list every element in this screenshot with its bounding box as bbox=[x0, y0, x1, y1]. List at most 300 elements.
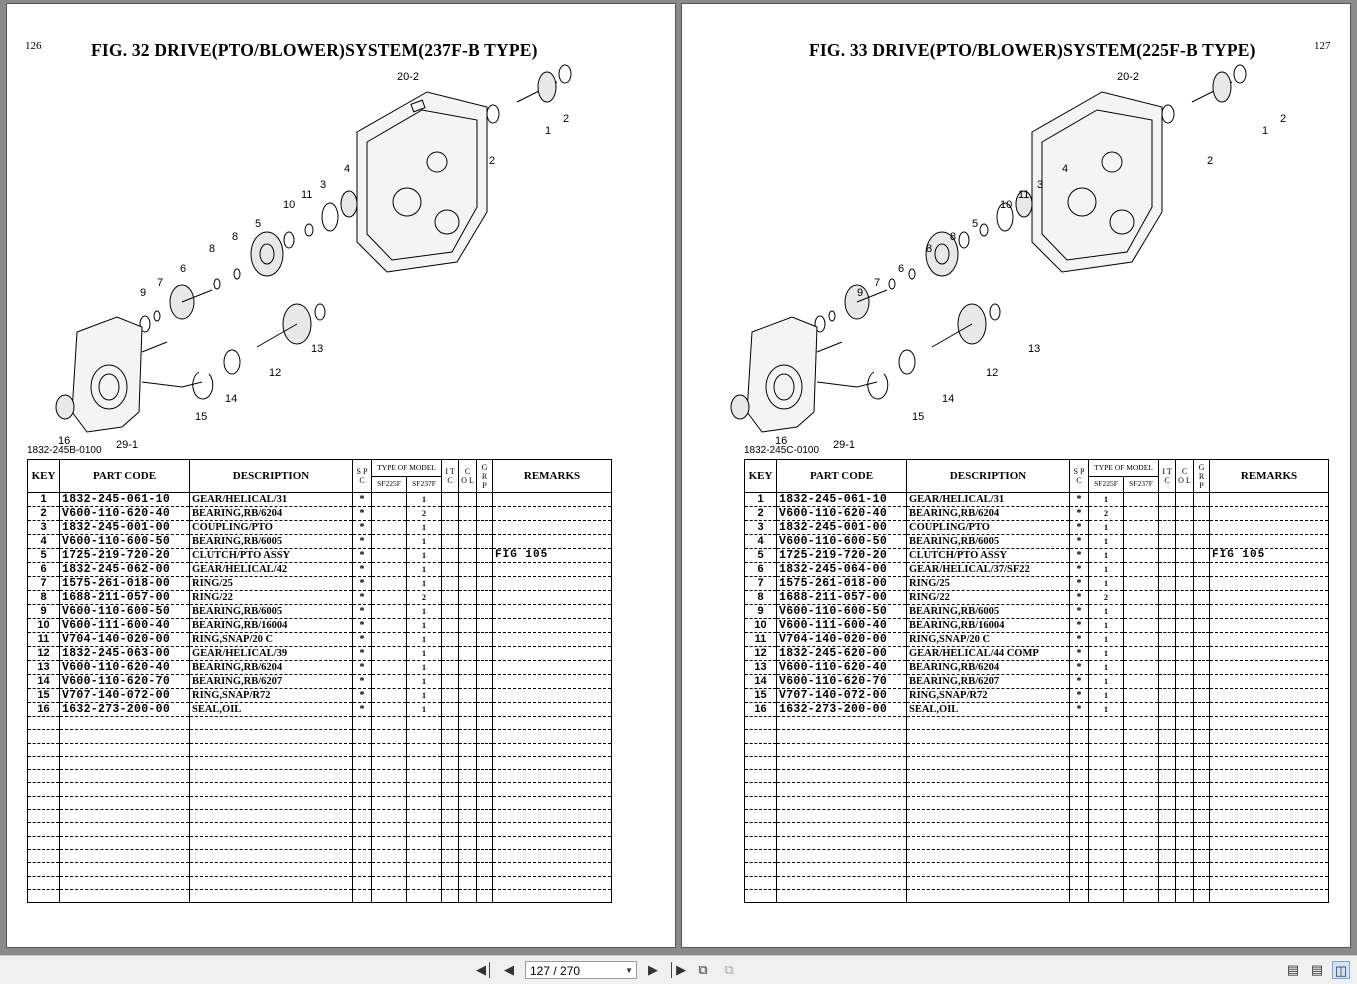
table-row bbox=[745, 675, 1329, 689]
cell-empty bbox=[1176, 889, 1194, 902]
cell-empty bbox=[477, 661, 493, 675]
cell-desc bbox=[190, 717, 353, 730]
cell-key bbox=[28, 876, 60, 889]
cell-sf237f: 1 bbox=[407, 493, 442, 507]
cell-empty bbox=[442, 810, 459, 823]
cell-empty bbox=[459, 675, 477, 689]
cell-spc: * bbox=[353, 619, 372, 633]
first-page-button[interactable]: ◀│ bbox=[476, 962, 495, 977]
cell-empty bbox=[442, 730, 459, 743]
table-row bbox=[745, 823, 1329, 836]
cell-empty bbox=[1194, 743, 1210, 756]
cell-spc: * bbox=[353, 535, 372, 549]
table-row bbox=[745, 633, 1329, 647]
cell-code bbox=[777, 849, 907, 862]
table-row bbox=[28, 507, 612, 521]
cell-empty bbox=[477, 535, 493, 549]
cell-spc: * bbox=[1070, 521, 1089, 535]
cell-code bbox=[777, 810, 907, 823]
cell-remarks bbox=[493, 703, 612, 717]
cell-spc: * bbox=[1070, 507, 1089, 521]
cell-desc: GEAR/HELICAL/31 bbox=[907, 493, 1070, 507]
cell-empty bbox=[477, 823, 493, 836]
callout-16: 16 bbox=[58, 435, 71, 447]
cell-sf237f bbox=[1124, 703, 1159, 717]
cell-code: 1725-219-720-20 bbox=[60, 549, 190, 563]
header-key: KEY bbox=[745, 460, 777, 493]
cell-empty bbox=[1176, 849, 1194, 862]
cell-spc: * bbox=[1070, 563, 1089, 577]
cell-empty bbox=[1176, 563, 1194, 577]
continuous-view-icon[interactable]: ▤ bbox=[1310, 962, 1324, 977]
cell-key: 10 bbox=[28, 619, 60, 633]
cell-desc: GEAR/HELICAL/44 COMP bbox=[907, 647, 1070, 661]
table-row bbox=[28, 730, 612, 743]
cell-remarks bbox=[1210, 493, 1329, 507]
cell-desc bbox=[907, 756, 1070, 769]
cell-code: 1688-211-057-00 bbox=[777, 591, 907, 605]
previous-page-button[interactable]: ◀ bbox=[504, 962, 514, 977]
cell-empty bbox=[1159, 619, 1176, 633]
cell-spc bbox=[1070, 863, 1089, 876]
cell-code bbox=[777, 743, 907, 756]
cell-key: 11 bbox=[745, 633, 777, 647]
cell-empty bbox=[1176, 507, 1194, 521]
cell-desc: GEAR/HELICAL/39 bbox=[190, 647, 353, 661]
cell-sf225f bbox=[1089, 823, 1124, 836]
cell-spc: * bbox=[353, 493, 372, 507]
cell-spc: * bbox=[353, 689, 372, 703]
cell-spc: * bbox=[1070, 675, 1089, 689]
cell-remarks bbox=[493, 743, 612, 756]
cell-sf237f bbox=[407, 770, 442, 783]
cell-empty bbox=[459, 730, 477, 743]
last-page-button[interactable]: │▶ bbox=[668, 962, 687, 977]
cell-key bbox=[28, 783, 60, 796]
viewer-toolbar bbox=[0, 955, 1357, 984]
cell-empty bbox=[459, 823, 477, 836]
cell-empty bbox=[1176, 689, 1194, 703]
cell-remarks bbox=[1210, 703, 1329, 717]
cell-empty bbox=[477, 756, 493, 769]
table-row bbox=[745, 507, 1329, 521]
chevron-down-icon[interactable]: ▼ bbox=[625, 966, 633, 975]
table-row bbox=[745, 577, 1329, 591]
cell-empty bbox=[1159, 836, 1176, 849]
cell-code: V600-111-600-40 bbox=[777, 619, 907, 633]
cell-empty bbox=[459, 605, 477, 619]
cell-sf237f bbox=[407, 730, 442, 743]
cell-empty bbox=[1176, 876, 1194, 889]
drawing-code: 1832-245B-0100 bbox=[27, 445, 102, 456]
parts-table-body bbox=[28, 493, 612, 903]
cell-code: 1832-245-064-00 bbox=[777, 563, 907, 577]
cell-spc: * bbox=[353, 591, 372, 605]
cell-desc: CLUTCH/PTO ASSY bbox=[190, 549, 353, 563]
callout-2: 2 bbox=[563, 113, 570, 125]
cell-empty bbox=[459, 810, 477, 823]
cell-empty bbox=[1159, 521, 1176, 535]
cell-remarks bbox=[493, 647, 612, 661]
cell-code: 1725-219-720-20 bbox=[777, 549, 907, 563]
table-row bbox=[745, 703, 1329, 717]
cell-desc: COUPLING/PTO bbox=[190, 521, 353, 535]
cell-spc: * bbox=[353, 577, 372, 591]
cell-empty bbox=[442, 889, 459, 902]
cell-empty bbox=[1159, 507, 1176, 521]
header-itc: I T C bbox=[442, 460, 459, 493]
cell-sf237f: 1 bbox=[407, 647, 442, 661]
cell-key bbox=[745, 783, 777, 796]
cell-empty bbox=[1159, 591, 1176, 605]
cell-sf237f bbox=[407, 756, 442, 769]
cell-empty bbox=[477, 703, 493, 717]
cell-spc bbox=[353, 889, 372, 902]
table-row bbox=[28, 535, 612, 549]
cell-empty bbox=[1159, 743, 1176, 756]
cell-sf225f: 1 bbox=[1089, 521, 1124, 535]
cell-empty bbox=[459, 661, 477, 675]
cell-sf225f: 1 bbox=[1089, 619, 1124, 633]
callout-12: 12 bbox=[269, 367, 282, 379]
cell-empty bbox=[442, 783, 459, 796]
cell-key: 15 bbox=[28, 689, 60, 703]
cell-remarks bbox=[493, 717, 612, 730]
page-126 bbox=[6, 3, 676, 948]
cell-empty bbox=[442, 689, 459, 703]
cell-code bbox=[60, 823, 190, 836]
table-row bbox=[28, 689, 612, 703]
table-row bbox=[28, 810, 612, 823]
cell-empty bbox=[477, 507, 493, 521]
cell-remarks bbox=[493, 661, 612, 675]
cell-sf237f bbox=[1124, 730, 1159, 743]
cell-empty bbox=[1194, 823, 1210, 836]
callout-3: 3 bbox=[320, 179, 327, 191]
table-row bbox=[28, 521, 612, 535]
cell-remarks bbox=[493, 849, 612, 862]
table-row bbox=[745, 619, 1329, 633]
cell-code: V704-140-020-00 bbox=[777, 633, 907, 647]
cell-empty bbox=[442, 661, 459, 675]
table-row bbox=[745, 730, 1329, 743]
cell-key: 13 bbox=[745, 661, 777, 675]
cell-desc: GEAR/HELICAL/37/SF22 bbox=[907, 563, 1070, 577]
table-row bbox=[745, 783, 1329, 796]
cell-sf225f bbox=[1089, 810, 1124, 823]
cell-desc bbox=[190, 889, 353, 902]
cell-code bbox=[777, 823, 907, 836]
next-view-icon[interactable]: ⧉ bbox=[724, 962, 734, 977]
drawing-code: 1832-245C-0100 bbox=[744, 445, 820, 456]
cell-spc: * bbox=[353, 549, 372, 563]
cell-remarks bbox=[493, 577, 612, 591]
cell-remarks bbox=[1210, 717, 1329, 730]
header-key: KEY bbox=[28, 460, 60, 493]
table-row bbox=[28, 823, 612, 836]
cell-empty bbox=[459, 756, 477, 769]
cell-empty bbox=[1176, 633, 1194, 647]
cell-remarks bbox=[1210, 756, 1329, 769]
cell-empty bbox=[442, 823, 459, 836]
cell-sf237f bbox=[1124, 863, 1159, 876]
table-row bbox=[28, 876, 612, 889]
cell-remarks bbox=[493, 619, 612, 633]
cell-key bbox=[28, 863, 60, 876]
cell-remarks bbox=[1210, 689, 1329, 703]
cell-spc: * bbox=[353, 507, 372, 521]
cell-sf237f bbox=[1124, 876, 1159, 889]
cell-spc bbox=[353, 783, 372, 796]
cell-empty bbox=[1159, 535, 1176, 549]
cell-sf237f bbox=[1124, 549, 1159, 563]
cell-desc bbox=[907, 810, 1070, 823]
page-number: 126 bbox=[25, 40, 42, 52]
cell-empty bbox=[442, 863, 459, 876]
cell-sf237f bbox=[1124, 689, 1159, 703]
cell-empty bbox=[1176, 549, 1194, 563]
cell-sf237f: 1 bbox=[407, 605, 442, 619]
cell-desc: RING,SNAP/R72 bbox=[190, 689, 353, 703]
callout-1: 1 bbox=[545, 125, 552, 137]
cell-key: 8 bbox=[745, 591, 777, 605]
cell-remarks bbox=[1210, 675, 1329, 689]
table-row bbox=[28, 591, 612, 605]
cell-empty bbox=[442, 535, 459, 549]
cell-empty bbox=[459, 689, 477, 703]
cell-desc: RING/25 bbox=[190, 577, 353, 591]
cell-empty bbox=[1194, 521, 1210, 535]
header-remarks: REMARKS bbox=[1210, 460, 1329, 493]
cell-key: 13 bbox=[28, 661, 60, 675]
cell-sf225f bbox=[1089, 796, 1124, 809]
cell-empty bbox=[1176, 783, 1194, 796]
cell-empty bbox=[442, 756, 459, 769]
cell-empty bbox=[459, 849, 477, 862]
cell-remarks bbox=[1210, 849, 1329, 862]
cell-empty bbox=[477, 563, 493, 577]
cell-empty bbox=[1194, 675, 1210, 689]
callout-2: 2 bbox=[1280, 113, 1287, 125]
cell-sf237f bbox=[407, 863, 442, 876]
callout-8b: 8 bbox=[950, 231, 957, 243]
cell-sf225f bbox=[372, 605, 407, 619]
callout-6: 6 bbox=[898, 263, 905, 275]
cell-remarks bbox=[493, 591, 612, 605]
two-page-view-icon[interactable]: ◫ bbox=[1332, 961, 1350, 979]
cell-empty bbox=[442, 507, 459, 521]
cell-spc bbox=[353, 810, 372, 823]
cell-key: 5 bbox=[28, 549, 60, 563]
cell-desc: BEARING,RB/6204 bbox=[190, 507, 353, 521]
table-row bbox=[28, 770, 612, 783]
cell-key bbox=[745, 730, 777, 743]
cell-desc: RING,SNAP/20 C bbox=[190, 633, 353, 647]
previous-view-icon[interactable]: ⧉ bbox=[698, 962, 708, 977]
cell-empty bbox=[442, 633, 459, 647]
cell-code bbox=[777, 889, 907, 902]
cell-code: V600-110-620-40 bbox=[777, 661, 907, 675]
table-row bbox=[28, 633, 612, 647]
cell-code bbox=[777, 717, 907, 730]
cell-sf225f bbox=[1089, 783, 1124, 796]
cell-empty bbox=[442, 647, 459, 661]
cell-desc bbox=[907, 730, 1070, 743]
cell-sf225f bbox=[372, 675, 407, 689]
cell-key: 4 bbox=[28, 535, 60, 549]
cell-empty bbox=[1194, 549, 1210, 563]
callout-1: 1 bbox=[1262, 125, 1269, 137]
cell-desc: RING,SNAP/20 C bbox=[907, 633, 1070, 647]
table-row bbox=[28, 756, 612, 769]
cell-sf237f: 1 bbox=[407, 675, 442, 689]
page-number: 127 bbox=[1314, 40, 1331, 52]
header-sf225f: SF225F bbox=[372, 476, 407, 493]
cell-key: 11 bbox=[28, 633, 60, 647]
cell-remarks bbox=[493, 783, 612, 796]
page-title: FIG. 32 DRIVE(PTO/BLOWER)SYSTEM(237F-B TYPE) bbox=[91, 40, 538, 60]
cell-sf225f: 2 bbox=[1089, 507, 1124, 521]
cell-sf237f: 2 bbox=[407, 507, 442, 521]
cell-key: 8 bbox=[28, 591, 60, 605]
page-127 bbox=[681, 3, 1351, 948]
cell-spc: * bbox=[353, 563, 372, 577]
cell-code: V600-110-620-70 bbox=[60, 675, 190, 689]
cell-empty bbox=[1194, 889, 1210, 902]
cell-desc: SEAL,OIL bbox=[190, 703, 353, 717]
next-page-button[interactable]: ▶ bbox=[648, 962, 658, 977]
cell-empty bbox=[1194, 647, 1210, 661]
cell-remarks bbox=[493, 796, 612, 809]
cell-remarks bbox=[493, 521, 612, 535]
cell-empty bbox=[1159, 549, 1176, 563]
cell-empty bbox=[1159, 675, 1176, 689]
cell-empty bbox=[1194, 810, 1210, 823]
cell-remarks bbox=[1210, 633, 1329, 647]
cell-empty bbox=[442, 493, 459, 507]
cell-code: 1832-245-620-00 bbox=[777, 647, 907, 661]
cell-code bbox=[777, 756, 907, 769]
cell-code bbox=[60, 770, 190, 783]
cell-remarks bbox=[493, 563, 612, 577]
cell-empty bbox=[1176, 770, 1194, 783]
cell-desc bbox=[907, 717, 1070, 730]
table-row bbox=[745, 591, 1329, 605]
cell-desc bbox=[907, 889, 1070, 902]
cell-empty bbox=[1194, 796, 1210, 809]
cell-code: V600-110-620-40 bbox=[60, 507, 190, 521]
cell-empty bbox=[459, 770, 477, 783]
cell-empty bbox=[477, 675, 493, 689]
cell-empty bbox=[1159, 876, 1176, 889]
cell-remarks bbox=[493, 823, 612, 836]
table-row bbox=[745, 535, 1329, 549]
table-row bbox=[745, 647, 1329, 661]
single-page-view-icon[interactable]: ▤ bbox=[1286, 962, 1300, 977]
cell-remarks bbox=[493, 889, 612, 902]
header-grp: G R P bbox=[1194, 460, 1210, 493]
cell-empty bbox=[477, 889, 493, 902]
cell-desc: RING/22 bbox=[190, 591, 353, 605]
cell-code: V600-110-600-50 bbox=[60, 535, 190, 549]
cell-empty bbox=[1159, 756, 1176, 769]
cell-sf237f bbox=[1124, 563, 1159, 577]
cell-remarks bbox=[1210, 521, 1329, 535]
cell-key: 16 bbox=[28, 703, 60, 717]
table-row bbox=[745, 689, 1329, 703]
cell-desc bbox=[190, 849, 353, 862]
cell-code bbox=[60, 863, 190, 876]
cell-code bbox=[60, 796, 190, 809]
page-number-input[interactable] bbox=[525, 961, 637, 979]
table-row bbox=[745, 743, 1329, 756]
cell-key: 14 bbox=[28, 675, 60, 689]
cell-remarks bbox=[1210, 783, 1329, 796]
cell-key bbox=[745, 796, 777, 809]
callout-29-1: 29-1 bbox=[116, 439, 139, 451]
cell-remarks bbox=[493, 535, 612, 549]
cell-code: 1832-245-061-10 bbox=[60, 493, 190, 507]
table-row bbox=[28, 661, 612, 675]
table-row bbox=[745, 796, 1329, 809]
cell-desc bbox=[907, 849, 1070, 862]
table-row bbox=[28, 493, 612, 507]
cell-empty bbox=[1194, 717, 1210, 730]
cell-sf225f bbox=[372, 770, 407, 783]
table-row bbox=[745, 756, 1329, 769]
cell-desc bbox=[907, 743, 1070, 756]
cell-key bbox=[745, 756, 777, 769]
cell-empty bbox=[1159, 661, 1176, 675]
cell-code: V707-140-072-00 bbox=[777, 689, 907, 703]
cell-sf237f bbox=[407, 810, 442, 823]
cell-desc bbox=[190, 876, 353, 889]
cell-empty bbox=[459, 703, 477, 717]
table-row bbox=[745, 770, 1329, 783]
cell-remarks bbox=[1210, 535, 1329, 549]
cell-spc: * bbox=[1070, 493, 1089, 507]
cell-empty bbox=[477, 689, 493, 703]
cell-key bbox=[28, 756, 60, 769]
cell-remarks bbox=[1210, 730, 1329, 743]
cell-remarks bbox=[1210, 743, 1329, 756]
cell-code bbox=[60, 849, 190, 862]
cell-empty bbox=[1194, 730, 1210, 743]
cell-sf225f: 1 bbox=[1089, 689, 1124, 703]
cell-key bbox=[745, 876, 777, 889]
cell-sf225f bbox=[372, 535, 407, 549]
header-sf237f: SF237F bbox=[1124, 476, 1159, 493]
callout-16: 16 bbox=[775, 435, 788, 447]
cell-code bbox=[777, 796, 907, 809]
cell-sf225f: 1 bbox=[1089, 675, 1124, 689]
cell-sf225f bbox=[372, 507, 407, 521]
cell-sf237f: 1 bbox=[407, 563, 442, 577]
cell-empty bbox=[1176, 743, 1194, 756]
cell-remarks: FIG 105 bbox=[1210, 549, 1329, 563]
cell-sf237f bbox=[407, 876, 442, 889]
cell-desc bbox=[907, 770, 1070, 783]
cell-empty bbox=[1176, 836, 1194, 849]
callout-13: 13 bbox=[311, 343, 324, 355]
cell-spc bbox=[1070, 756, 1089, 769]
cell-empty bbox=[1159, 717, 1176, 730]
callout-4: 4 bbox=[1062, 163, 1069, 175]
cell-empty bbox=[1176, 647, 1194, 661]
table-row bbox=[745, 863, 1329, 876]
cell-empty bbox=[477, 591, 493, 605]
callout-11: 11 bbox=[1018, 189, 1030, 201]
